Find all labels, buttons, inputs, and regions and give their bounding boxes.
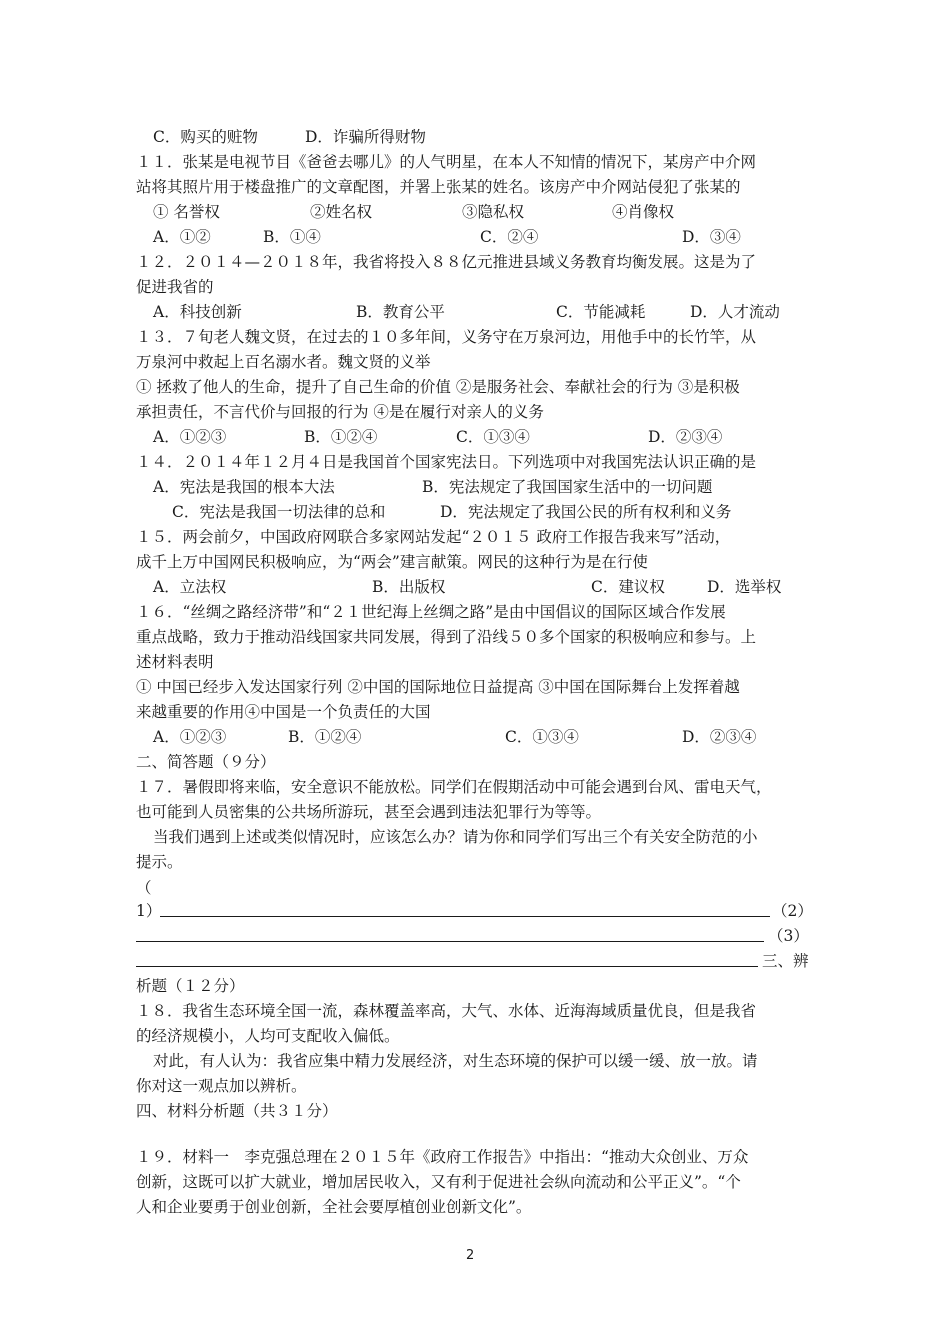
q17-stem-line3: 当我们遇到上述或类似情况时，应该怎么办？请为你和同学们写出三个有关安全防范的小 <box>153 828 758 846</box>
q11-item-2: ②姓名权 <box>310 203 373 221</box>
q15-option-c: C．建议权 <box>591 578 665 596</box>
q16-option-b: B．①②④ <box>288 728 362 746</box>
q10-option-c: C．购买的赃物 <box>153 128 258 146</box>
q14-option-b: B．宪法规定了我国国家生活中的一切问题 <box>422 478 713 496</box>
q11-option-a: A．①② <box>153 228 211 246</box>
q13-option-d: D．②③④ <box>648 428 723 446</box>
q14-stem-line1: １４．２０１４年１２月４日是我国首个国家宪法日。下列选项中对我国宪法认识正确的是 <box>136 453 757 471</box>
q15-stem-line1: １５．两会前夕，中国政府网联合多家网站发起“２０１５ 政府工作报告我来写”活动， <box>136 528 731 546</box>
q13-stem-line2: 万泉河中救起上百名溺水者。魏文贤的义举 <box>136 353 431 371</box>
q19-material1-line1: １９．材料一 李克强总理在２０１５年《政府工作报告》中指出：“推动大众创业、万众 <box>136 1148 749 1166</box>
q16-stem-line5: 来越重要的作用④中国是一个负责任的大国 <box>136 703 431 721</box>
q19-material1-line2: 创新，这既可以扩大就业，增加居民收入，又有利于促进社会纵向流动和公平正义”。“个 <box>136 1173 741 1191</box>
q17-stem-line1: １７．暑假即将来临，安全意识不能放松。同学们在假期活动中可能会遇到台风、雷电天气， <box>136 778 772 796</box>
q17-answer-2-label: （2） <box>772 902 813 920</box>
q17-answer-3-label: （3） <box>768 927 809 945</box>
q12-stem-line1: １２．２０１４—２０１８年，我省将投入８８亿元推进县域义务教育均衡发展。这是为了 <box>136 253 757 271</box>
q17-answer-1-label: 1） <box>136 902 162 920</box>
q17-open-paren: （ <box>136 879 152 897</box>
q16-option-a: A．①②③ <box>153 728 227 746</box>
q15-stem-line2: 成千上万中国网民积极响应，为“两会”建言献策。网民的这种行为是在行使 <box>136 553 648 571</box>
q13-stem-line1: １３．７旬老人魏文贤，在过去的１０多年间，义务守在万泉河边，用他手中的长竹竿，从 <box>136 328 757 346</box>
q12-option-c: C．节能减耗 <box>556 303 646 321</box>
q16-stem-line3: 述材料表明 <box>136 653 214 671</box>
q12-option-b: B．教育公平 <box>356 303 445 321</box>
q11-option-d: D．③④ <box>682 228 741 246</box>
q16-option-d: D．②③④ <box>682 728 757 746</box>
q17-answer-3-line[interactable] <box>136 966 758 967</box>
q13-stem-line4: 承担责任，不言代价与回报的行为 ④是在履行对亲人的义务 <box>136 403 544 421</box>
q10-option-d: D．诈骗所得财物 <box>305 128 426 146</box>
q11-option-c: C．②④ <box>480 228 539 246</box>
q12-stem-line2: 促进我省的 <box>136 278 214 296</box>
q14-option-a: A．宪法是我国的根本大法 <box>153 478 335 496</box>
q13-option-b: B．①②④ <box>304 428 378 446</box>
q17-answer-2-line[interactable] <box>136 941 764 942</box>
q11-stem-line2: 站将其照片用于楼盘推广的文章配图，并署上张某的姓名。该房产中介网站侵犯了张某的 <box>136 178 741 196</box>
q17-answer-1-line[interactable] <box>160 916 770 917</box>
q13-stem-line3: ① 拯救了他人的生命，提升了自己生命的价值 ②是服务社会、奉献社会的行为 ③是积极 <box>136 378 740 396</box>
page-number: 2 <box>466 1248 475 1263</box>
q13-option-c: C．①③④ <box>456 428 530 446</box>
q18-stem-line1: １８．我省生态环境全国一流，森林覆盖率高，大气、水体、近海海域质量优良，但是我省 <box>136 1002 757 1020</box>
q11-option-b: B．①④ <box>263 228 321 246</box>
q11-item-4: ④肖像权 <box>612 203 675 221</box>
q16-stem-line2: 重点战略，致力于推动沿线国家共同发展，得到了沿线５０多个国家的积极响应和参与。上 <box>136 628 757 646</box>
section-2-heading: 二、简答题（９分） <box>136 753 276 771</box>
q18-stem-line3: 对此，有人认为：我省应集中精力发展经济，对生态环境的保护可以缓一缓、放一放。请 <box>153 1052 758 1070</box>
q16-stem-line4: ① 中国已经步入发达国家行列 ②中国的国际地位日益提高 ③中国在国际舞台上发挥着越 <box>136 678 740 696</box>
q11-item-1: ① 名誉权 <box>153 203 220 221</box>
q17-stem-line2: 也可能到人员密集的公共场所游玩，甚至会遇到违法犯罪行为等等。 <box>136 803 602 821</box>
q19-material1-line3: 人和企业要勇于创业创新，全社会要厚植创业创新文化”。 <box>136 1198 532 1216</box>
section-3-heading-part2: 析题（１２分） <box>136 977 245 995</box>
section-4-heading: 四、材料分析题（共３１分） <box>136 1102 338 1120</box>
q14-option-d: D．宪法规定了我国公民的所有权利和义务 <box>440 503 732 521</box>
q18-stem-line4: 你对这一观点加以辨析。 <box>136 1077 307 1095</box>
q12-option-d: D．人才流动 <box>690 303 780 321</box>
q12-option-a: A．科技创新 <box>153 303 242 321</box>
q11-item-3: ③隐私权 <box>462 203 525 221</box>
q15-option-b: B．出版权 <box>372 578 446 596</box>
q13-option-a: A．①②③ <box>153 428 227 446</box>
q18-stem-line2: 的经济规模小，人均可支配收入偏低。 <box>136 1027 400 1045</box>
q16-stem-line1: １６．“丝绸之路经济带”和“２１世纪海上丝绸之路”是由中国倡议的国际区域合作发展 <box>136 603 726 621</box>
q15-option-d: D．选举权 <box>707 578 782 596</box>
q11-stem-line1: １１．张某是电视节目《爸爸去哪儿》的人气明星，在本人不知情的情况下，某房产中介网 <box>136 153 757 171</box>
section-3-heading-part1: 三、辨 <box>762 952 809 970</box>
q17-stem-line4: 提示。 <box>136 853 183 871</box>
q15-option-a: A．立法权 <box>153 578 227 596</box>
q14-option-c: C．宪法是我国一切法律的总和 <box>172 503 386 521</box>
q16-option-c: C．①③④ <box>505 728 579 746</box>
